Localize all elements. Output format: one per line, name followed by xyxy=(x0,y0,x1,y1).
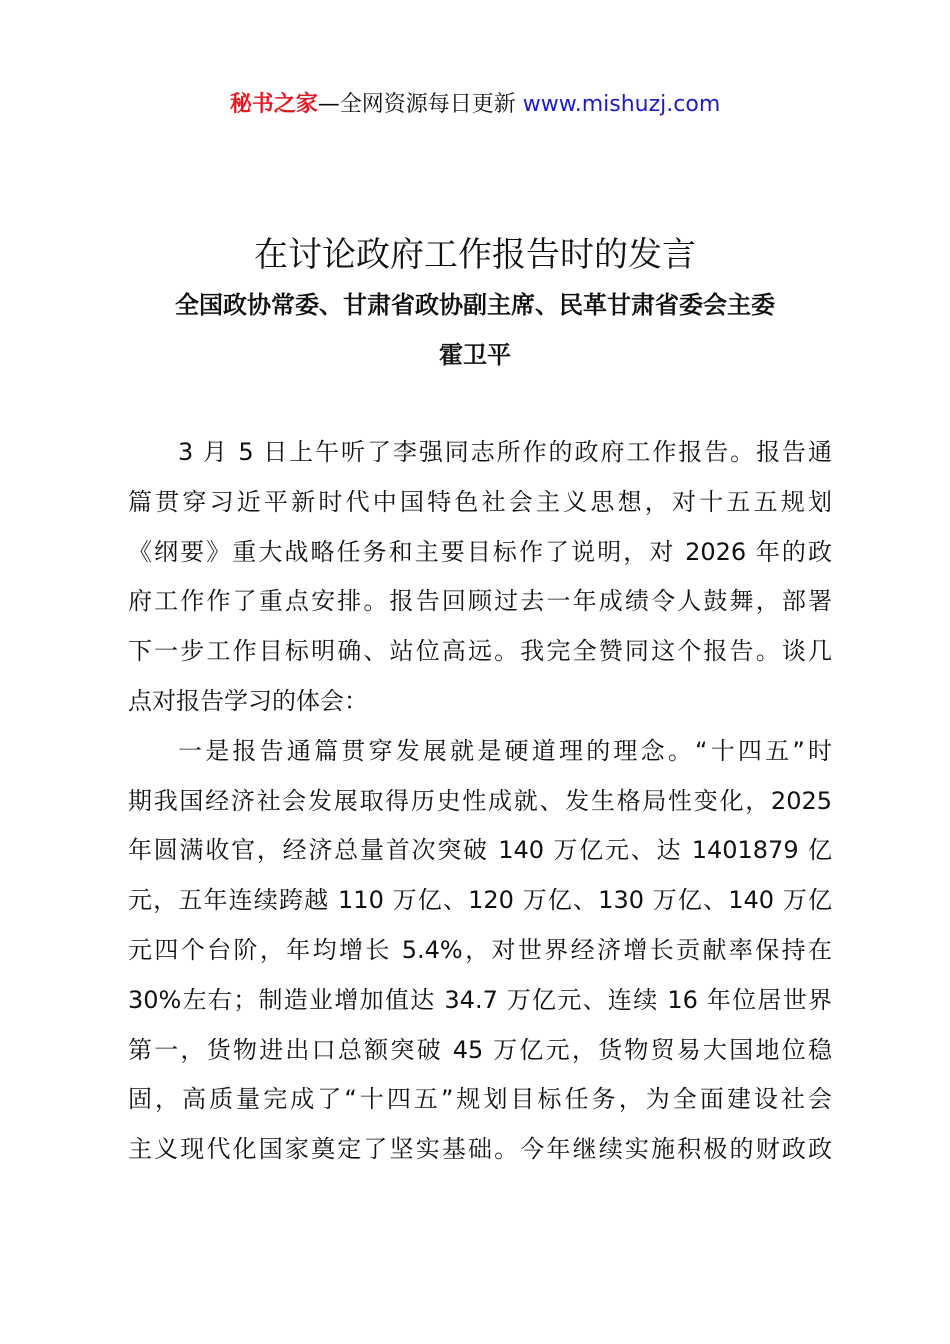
site-url-link[interactable]: www.mishuzj.com xyxy=(522,92,721,117)
document-title: 在讨论政府工作报告时的发言 xyxy=(254,235,696,275)
paragraph-line: 第一，货物进出口总额突破 45 万亿元，货物贸易大国地位稳 xyxy=(128,1035,832,1064)
paragraph xyxy=(128,428,832,727)
paragraph xyxy=(128,727,832,1175)
paragraph-line: 篇贯穿习近平新时代中国特色社会主义思想，对十五五规划 xyxy=(128,487,832,516)
site-header xyxy=(0,88,950,122)
speaker-position: 全国政协常委、甘肃省政协副主席、民革甘肃省委会主委 xyxy=(175,291,775,319)
paragraph-line: 3 月 5 日上午听了李强同志所作的政府工作报告。报告通 xyxy=(178,438,832,466)
paragraph-line: 元四个台阶，年均增长 5.4%，对世界经济增长贡献率保持在 xyxy=(128,935,832,964)
paragraph-line: 点对报告学习的体会： xyxy=(128,686,368,715)
paragraph-line: 下一步工作目标明确、站位高远。我完全赞同这个报告。谈几 xyxy=(128,637,832,666)
paragraph-line: 固，高质量完成了“十四五”规划目标任务，为全面建设社会 xyxy=(128,1085,832,1114)
paragraph-line: 主义现代化国家奠定了坚实基础。今年继续实施积极的财政政 xyxy=(128,1135,832,1164)
paragraph-line: 《纲要》重大战略任务和主要目标作了说明，对 2026 年的政 xyxy=(128,537,832,566)
paragraph-line: 30%左右；制造业增加值达 34.7 万亿元、连续 16 年位居世界 xyxy=(128,985,832,1014)
brand-name: 秘书之家 xyxy=(229,92,318,117)
paragraph-line: 府工作作了重点安排。报告回顾过去一年成绩令人鼓舞，部署 xyxy=(128,587,832,616)
header-slogan: —全网资源每日更新 xyxy=(317,92,516,117)
paragraph-line: 一是报告通篇贯穿发展就是硬道理的理念。“十四五”时 xyxy=(178,736,832,765)
document-body xyxy=(128,428,832,1175)
paragraph-line: 期我国经济社会发展取得历史性成就、发生格局性变化，2025 xyxy=(128,786,832,815)
paragraph-line: 年圆满收官，经济总量首次突破 140 万亿元、达 1401879 亿 xyxy=(128,836,832,865)
speaker-name: 霍卫平 xyxy=(439,341,511,369)
paragraph-line: 元，五年连续跨越 110 万亿、120 万亿、130 万亿、140 万亿 xyxy=(128,886,832,915)
